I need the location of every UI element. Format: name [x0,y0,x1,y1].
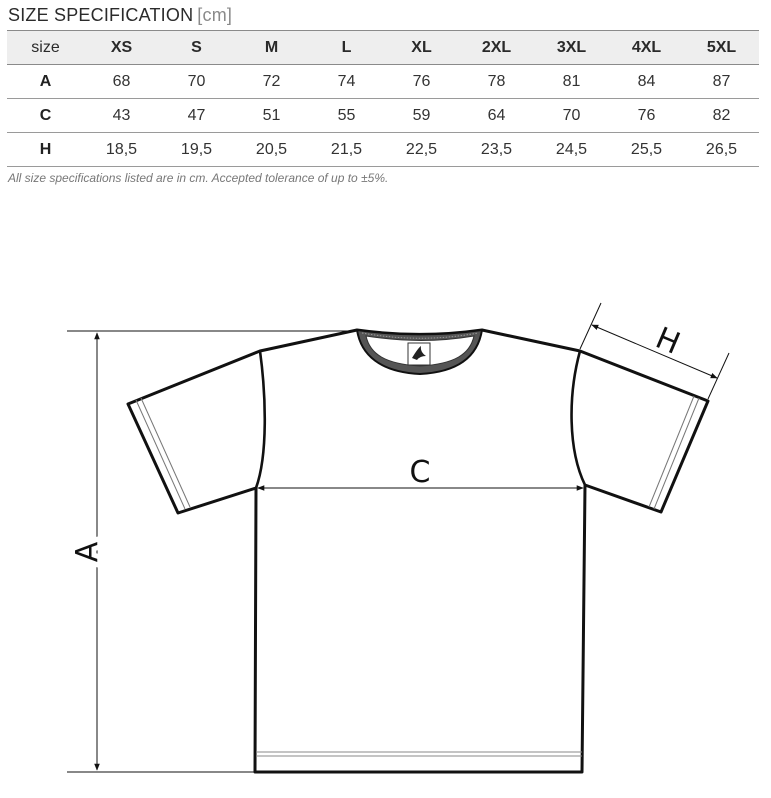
table-cell: 70 [159,65,234,99]
table-cell: 82 [684,99,759,133]
header-size: size [7,31,84,65]
header-3xl: 3XL [534,31,609,65]
neck-label [408,343,430,365]
row-label: H [7,133,84,167]
table-cell: 19,5 [159,133,234,167]
table-cell: 72 [234,65,309,99]
header-xl: XL [384,31,459,65]
row-label: A [7,65,84,99]
table-cell: 68 [84,65,159,99]
table-cell: 51 [234,99,309,133]
header-s: S [159,31,234,65]
table-cell: 23,5 [459,133,534,167]
header-xs: XS [84,31,159,65]
table-cell: 78 [459,65,534,99]
header-2xl: 2XL [459,31,534,65]
table-cell: 59 [384,99,459,133]
row-label: C [7,99,84,133]
table-cell: 76 [609,99,684,133]
header-5xl: 5XL [684,31,759,65]
table-cell: 47 [159,99,234,133]
label-h: H [650,320,685,362]
table-cell: 43 [84,99,159,133]
table-cell: 55 [309,99,384,133]
header-m: M [234,31,309,65]
table-cell: 24,5 [534,133,609,167]
table-cell: 70 [534,99,609,133]
table-cell: 74 [309,65,384,99]
label-a: A [70,541,105,563]
tshirt-outline [128,330,708,772]
title-text: SIZE SPECIFICATION [8,5,194,25]
table-cell: 84 [609,65,684,99]
table-cell: 20,5 [234,133,309,167]
table-cell: 64 [459,99,534,133]
label-c: C [409,455,431,490]
tolerance-note: All size specifications listed are in cm. Accepted tolerance of up to ±5%. [8,171,389,185]
title-unit: [cm] [197,5,233,25]
table-cell: 25,5 [609,133,684,167]
table-cell: 18,5 [84,133,159,167]
table-cell: 87 [684,65,759,99]
table-cell: 21,5 [309,133,384,167]
table-cell: 76 [384,65,459,99]
table-cell: 22,5 [384,133,459,167]
header-4xl: 4XL [609,31,684,65]
table-cell: 81 [534,65,609,99]
table-cell: 26,5 [684,133,759,167]
header-l: L [309,31,384,65]
